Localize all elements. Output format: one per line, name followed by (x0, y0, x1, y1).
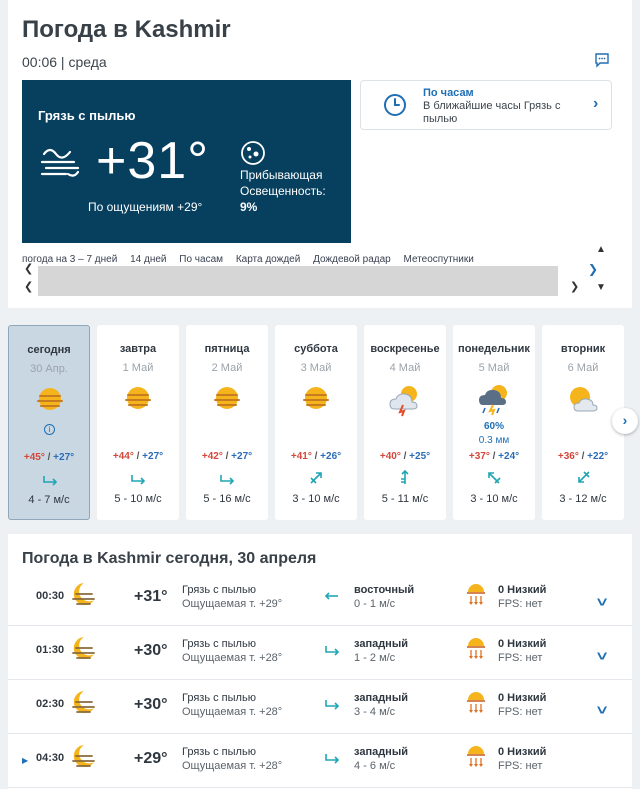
table-row[interactable] (8, 626, 632, 680)
row-feels-like: Ощущаемая т. +28° (182, 652, 283, 664)
dust-icon (299, 383, 333, 417)
row-time: 04:30 (36, 752, 65, 764)
section-title: Погода в Kashmir сегодня, 30 апреля (22, 550, 317, 567)
day-card[interactable] (453, 325, 535, 520)
link-satellites[interactable]: Метеоспутники (403, 254, 474, 265)
row-wind-direction: восточный (354, 584, 415, 596)
row-condition: Грязь с пылью (182, 638, 256, 650)
day-date: 6 Май (567, 362, 599, 374)
day-temperatures: +36° / +22° (557, 451, 609, 462)
day-card[interactable] (8, 325, 90, 520)
scroll-right-icon[interactable]: ❯ (588, 262, 599, 276)
day-temperatures: +40° / +25° (379, 451, 431, 462)
moon-dust-icon (68, 634, 98, 669)
moon-illumination-label: Освещенность: (240, 184, 326, 198)
chevron-down-icon[interactable]: ˅ (596, 594, 608, 610)
temp-low: +27° (53, 452, 75, 463)
dust-icon (121, 383, 155, 417)
uv-index-icon (466, 638, 486, 665)
scroll-right-icon[interactable]: ❯ (570, 281, 580, 293)
wind-direction-icon (486, 469, 502, 485)
day-temperatures: +45° / +27° (23, 452, 75, 463)
row-time: 00:30 (36, 590, 65, 602)
wind-direction-icon (130, 469, 146, 485)
row-time: 01:30 (36, 644, 65, 656)
link-hourly[interactable]: По часам (179, 254, 224, 265)
row-temperature: +31° (134, 588, 168, 605)
row-uv-index: 0 Низкий (498, 584, 547, 596)
dust-icon (33, 384, 67, 418)
moon-dust-icon (68, 688, 98, 723)
day-name: воскресенье (370, 343, 440, 355)
temp-high: +45° (23, 452, 45, 463)
moon-illumination-value: 9% (240, 200, 258, 214)
wind-direction-icon (308, 469, 324, 485)
row-feels-like: Ощущаемая т. +28° (182, 760, 283, 772)
row-fps: FPS: нет (498, 652, 543, 664)
now-condition: Грязь с пылью (38, 108, 136, 123)
row-temperature: +29° (134, 750, 168, 767)
row-feels-like: Ощущаемая т. +28° (182, 706, 283, 718)
row-wind-direction: западный (354, 746, 408, 758)
temp-low: +22° (587, 451, 609, 462)
today-detail-card (8, 534, 632, 789)
temp-high: +44° (112, 451, 134, 462)
temp-low: +27° (231, 451, 253, 462)
day-wind-speed: 5 - 16 м/с (203, 493, 251, 505)
day-date: 2 Май (211, 362, 243, 374)
info-icon[interactable]: i (44, 424, 55, 435)
next-days-button[interactable]: › (612, 408, 638, 434)
row-condition: Грязь с пылью (182, 746, 256, 758)
wind-direction-icon (397, 469, 413, 485)
chevron-down-icon[interactable]: ˅ (596, 648, 608, 664)
now-feels-like: По ощущениям +29° (88, 200, 203, 214)
row-temperature: +30° (134, 642, 168, 659)
day-wind-speed: 5 - 10 м/с (114, 493, 162, 505)
day-card[interactable] (364, 325, 446, 520)
row-uv-index: 0 Низкий (498, 746, 547, 758)
wind-direction-icon (324, 640, 340, 661)
day-name: вторник (560, 343, 606, 355)
day-date: 1 Май (122, 362, 154, 374)
temp-high: +37° (468, 451, 490, 462)
row-wind-speed: 0 - 1 м/с (354, 598, 396, 610)
page-title: Погода в Kashmir (22, 16, 231, 43)
wind-direction-icon (324, 694, 340, 715)
row-condition: Грязь с пылью (182, 692, 256, 704)
scroll-up-icon[interactable]: ▲ (596, 244, 606, 255)
hourly-title: По часам (423, 87, 474, 99)
link-rain-radar[interactable]: Дождевой радар (313, 254, 391, 265)
day-wind-speed: 4 - 7 м/с (28, 494, 70, 506)
row-uv-index: 0 Низкий (498, 692, 547, 704)
day-wind-speed: 3 - 12 м/с (559, 493, 607, 505)
temp-low: +25° (409, 451, 431, 462)
precip-probability: 60% (483, 421, 504, 432)
row-wind-speed: 4 - 6 м/с (354, 760, 396, 772)
forecast-links (22, 254, 586, 266)
hourly-summary: В ближайшие часы Грязь с пылью (423, 100, 561, 125)
table-row[interactable] (8, 572, 632, 626)
now-temperature: +31° (96, 132, 210, 190)
dust-icon (40, 142, 82, 182)
day-name: суббота (294, 343, 338, 355)
scroll-left-icon[interactable]: ❮ (24, 281, 34, 293)
day-wind-speed: 5 - 11 м/с (381, 493, 429, 505)
current-time-day: 00:06 | среда (22, 54, 107, 70)
now-panel[interactable] (22, 80, 351, 243)
row-time: 02:30 (36, 698, 65, 710)
scroll-down-icon[interactable]: ▼ (596, 282, 606, 293)
row-wind-direction: западный (354, 692, 408, 704)
day-card[interactable] (275, 325, 357, 520)
day-temperatures: +44° / +27° (112, 451, 164, 462)
day-date: 3 Май (300, 362, 332, 374)
day-name: сегодня (27, 344, 71, 356)
day-date: 30 Апр. (30, 363, 68, 375)
chevron-down-icon[interactable]: ˅ (596, 702, 608, 718)
moon-dust-icon (68, 742, 98, 777)
wind-direction-icon (219, 469, 235, 485)
moon-phase: Прибывающая (240, 168, 323, 182)
wind-direction-icon (575, 469, 591, 485)
day-card[interactable] (97, 325, 179, 520)
temp-low: +26° (320, 451, 342, 462)
row-feels-like: Ощущаемая т. +29° (182, 598, 283, 610)
row-wind-speed: 3 - 4 м/с (354, 706, 396, 718)
current-hour-marker-icon: ▶ (22, 756, 29, 765)
table-row[interactable] (8, 680, 632, 734)
temp-high: +40° (379, 451, 401, 462)
moon-dust-icon (68, 580, 98, 615)
link-3-7-days[interactable]: погода на 3 – 7 дней (22, 254, 118, 265)
wind-direction-icon (42, 470, 58, 486)
day-temperatures: +41° / +26° (290, 451, 342, 462)
day-name: завтра (119, 343, 157, 355)
link-14-days[interactable]: 14 дней (130, 254, 167, 265)
day-name: пятница (204, 343, 250, 355)
uv-index-icon (466, 692, 486, 719)
row-temperature: +30° (134, 696, 168, 713)
row-condition: Грязь с пылью (182, 584, 256, 596)
row-fps: FPS: нет (498, 598, 543, 610)
uv-index-icon (466, 584, 486, 611)
link-rain-map[interactable]: Карта дождей (235, 254, 301, 265)
row-fps: FPS: нет (498, 760, 543, 772)
day-name: понедельник (458, 343, 530, 355)
day-temperatures: +42° / +27° (201, 451, 253, 462)
day-date: 5 Май (478, 362, 510, 374)
dust-icon (210, 383, 244, 417)
clock-icon (383, 93, 407, 117)
uv-index-icon (466, 746, 486, 773)
thunder-cloud-icon (388, 383, 422, 417)
comment-icon[interactable] (594, 52, 610, 68)
thunderstorm-rain-icon (477, 383, 511, 417)
temp-high: +42° (201, 451, 223, 462)
wind-direction-icon (324, 586, 340, 607)
day-card[interactable] (186, 325, 268, 520)
row-uv-index: 0 Низкий (498, 638, 547, 650)
scroll-left-icon[interactable]: ❮ (24, 263, 34, 275)
partly-cloudy-icon (566, 383, 600, 417)
hourly-forecast-link[interactable] (360, 80, 612, 130)
current-weather-card (8, 0, 632, 308)
row-fps: FPS: нет (498, 706, 543, 718)
table-row[interactable] (8, 734, 632, 788)
day-wind-speed: 3 - 10 м/с (292, 493, 340, 505)
temp-high: +36° (557, 451, 579, 462)
wind-direction-icon (324, 748, 340, 769)
moon-icon (240, 140, 266, 166)
chevron-right-icon: › (593, 95, 599, 112)
temp-high: +41° (290, 451, 312, 462)
day-wind-speed: 3 - 10 м/с (470, 493, 518, 505)
temp-low: +24° (498, 451, 520, 462)
row-wind-speed: 1 - 2 м/с (354, 652, 396, 664)
row-wind-direction: западный (354, 638, 408, 650)
horizontal-scrollbar[interactable] (38, 266, 558, 296)
day-date: 4 Май (389, 362, 421, 374)
temp-low: +27° (142, 451, 164, 462)
day-temperatures: +37° / +24° (468, 451, 520, 462)
precip-amount: 0.3 мм (478, 435, 510, 446)
